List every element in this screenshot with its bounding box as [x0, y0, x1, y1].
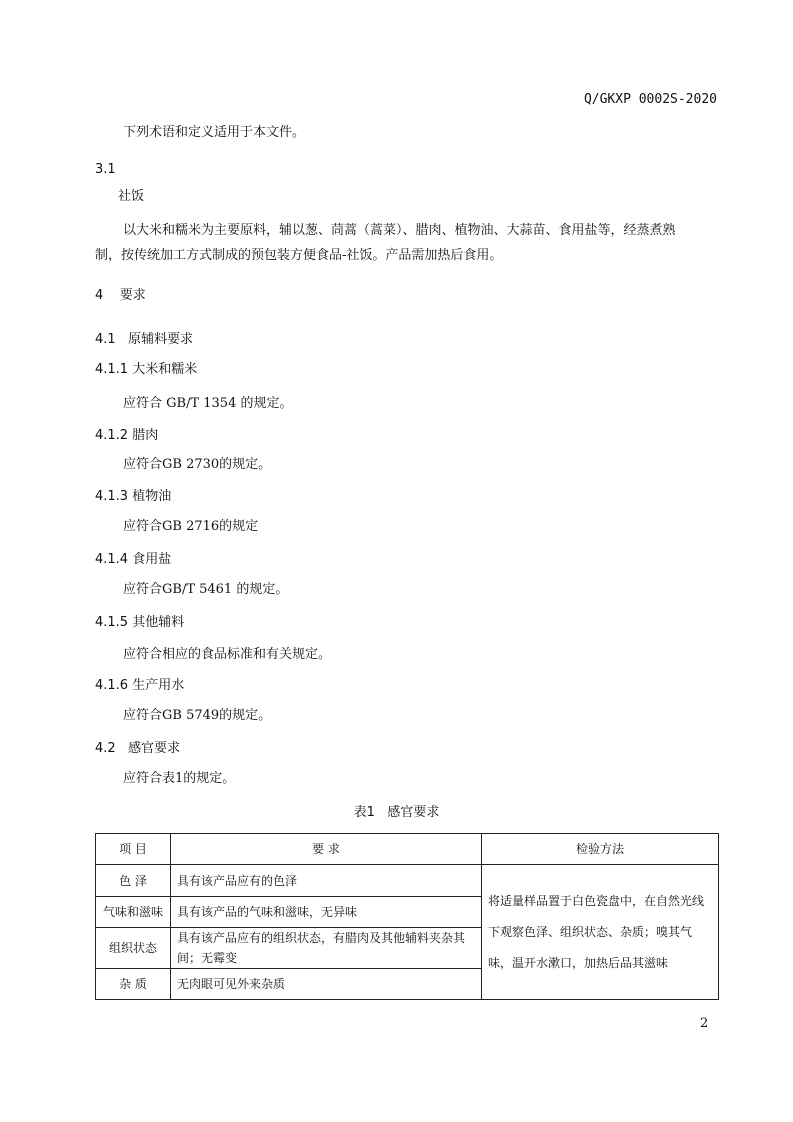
item-cell: 杂 质 [96, 969, 171, 1000]
item-cell: 气味和滋味 [96, 897, 171, 928]
intro-text: 下列术语和定义适用于本文件。 [123, 125, 306, 140]
header-cell: 要 求 [171, 834, 482, 865]
subsection-heading: 4.1.2 腊肉 [95, 428, 159, 443]
section-4-1-heading: 4.1 原辅料要求 [95, 332, 194, 347]
subsection-text: 应符合相应的食品标准和有关规定。 [123, 647, 332, 662]
clause-number: 3.1 [95, 162, 116, 177]
subsection-heading: 4.1.5 其他辅料 [95, 615, 185, 630]
section-4-2-text: 应符合表1的规定。 [123, 771, 236, 786]
item-cell: 色 泽 [96, 865, 171, 897]
subsection-text: 应符合GB 2730的规定。 [123, 457, 272, 472]
method-cell: 将适量样品置于白色瓷盘中，在自然光线下观察色泽、组织状态、杂质；嗅其气味，温开水漱口，加热后品其滋味 [482, 865, 719, 1000]
subsection-text: 应符合GB 2716的规定 [123, 519, 259, 534]
header-cell: 项 目 [96, 834, 171, 865]
requirement-cell: 具有该产品的气味和滋味，无异味 [171, 897, 482, 928]
subsection-heading: 4.1.3 植物油 [95, 489, 172, 504]
page-number: 2 [700, 1016, 709, 1031]
subsection-text: 应符合GB/T 5461 的规定。 [123, 582, 289, 597]
item-cell: 组织状态 [96, 928, 171, 969]
subsection-heading: 4.1.1 大米和糯米 [95, 362, 198, 377]
table-row [96, 865, 719, 897]
section-4-heading: 4 要求 [95, 288, 146, 303]
header-cell: 检验方法 [482, 834, 719, 865]
term-definition-line2: 制，按传统加工方式制成的预包装方便食品-社饭。产品需加热后食用。 [95, 248, 503, 263]
subsection-heading: 4.1.4 食用盐 [95, 552, 172, 567]
table-header-row [96, 834, 719, 865]
subsection-heading: 4.1.6 生产用水 [95, 678, 185, 693]
table-caption: 表1 感官要求 [353, 805, 440, 820]
requirement-cell: 具有该产品应有的组织状态，有腊肉及其他辅料夹杂其间；无霉变 [171, 928, 482, 969]
requirement-cell: 具有该产品应有的色泽 [171, 865, 482, 897]
requirement-cell: 无肉眼可见外来杂质 [171, 969, 482, 1000]
term-definition-line1: 以大米和糯米为主要原料，辅以葱、茼蒿（蒿菜）、腊肉、植物油、大蒜苗、食用盐等，经蒸煮熟 [123, 223, 676, 238]
term-title: 社饭 [118, 189, 145, 204]
section-4-2-heading: 4.2 感官要求 [95, 741, 181, 756]
subsection-text: 应符合 GB/T 1354 的规定。 [123, 396, 293, 411]
subsection-text: 应符合GB 5749的规定。 [123, 708, 272, 723]
document-code: Q/GKXP 0002S-2020 [583, 92, 717, 107]
sensory-requirements-table [95, 833, 719, 1000]
